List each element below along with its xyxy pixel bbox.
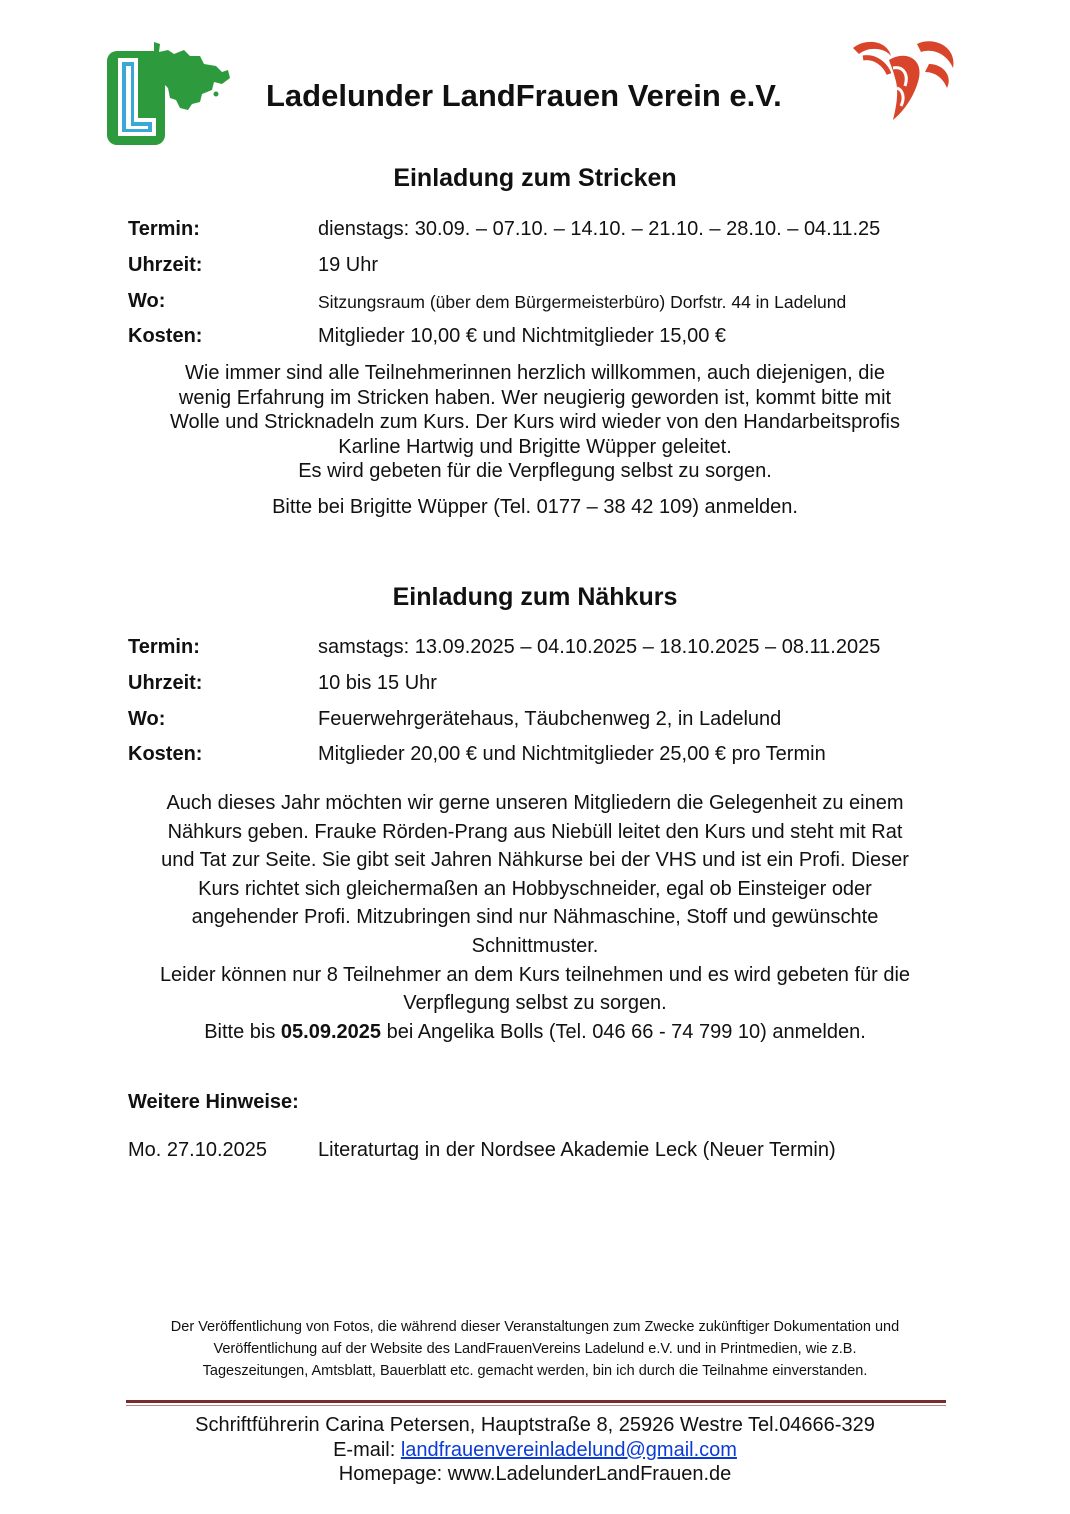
disclaimer-line: Veröffentlichung auf der Website des LandFrauenVereins Ladelund e.V. und in Printmedien, wie z.B. — [213, 1341, 857, 1357]
naehkurs-description — [100, 789, 970, 1018]
naehkurs-termin-label: Termin: — [128, 636, 200, 658]
stricken-description — [100, 361, 970, 484]
naehkurs-description-line: angehender Profi. Mitzubringen sind nur Nähmaschine, Stoff und gewünschte — [191, 906, 879, 929]
stricken-uhrzeit-value: 19 Uhr — [318, 254, 379, 276]
naehkurs-description-line: Verpflegung selbst zu sorgen. — [403, 992, 667, 1015]
footer-email-line — [100, 1438, 970, 1463]
organization-title: Ladelunder LandFrauen Verein e.V. — [266, 78, 782, 113]
naehkurs-termin-value: samstags: 13.09.2025 – 04.10.2025 – 18.10.2025 – 08.11.2025 — [318, 636, 881, 658]
footer-divider-thin — [126, 1405, 946, 1406]
email-link[interactable]: landfrauenvereinladelund@gmail.com — [400, 1438, 737, 1461]
stricken-wo-value: Sitzungsraum (über dem Bürgermeisterbüro) Dorfstr. 44 in Ladelund — [318, 292, 847, 312]
naehkurs-uhrzeit-label: Uhrzeit: — [128, 672, 203, 694]
naehkurs-registration-prefix: Bitte bis — [204, 1021, 281, 1043]
landfrauen-emblem-icon — [845, 38, 961, 124]
ladelund-logo-icon — [104, 38, 236, 148]
naehkurs-registration-deadline: 05.09.2025 — [280, 1021, 382, 1043]
naehkurs-wo-value: Feuerwehrgerätehaus, Täubchenweg 2, in Ladelund — [318, 708, 782, 730]
naehkurs-registration — [100, 1018, 970, 1047]
stricken-termin-value: dienstags: 30.09. – 07.10. – 14.10. – 21.10. – 28.10. – 04.11.25 — [318, 218, 881, 240]
note-text: Literaturtag in der Nordsee Akademie Leck (Neuer Termin) — [318, 1139, 836, 1161]
notes-heading: Weitere Hinweise: — [128, 1091, 299, 1113]
stricken-description-line: Wie immer sind alle Teilnehmerinnen herzlich willkommen, auch diejenigen, die — [185, 362, 885, 384]
naehkurs-description-line: Leider können nur 8 Teilnehmer an dem Kurs teilnehmen und es wird gebeten für die — [159, 963, 911, 986]
naehkurs-uhrzeit-value: 10 bis 15 Uhr — [318, 672, 437, 694]
footer-email-label: E-mail: — [333, 1438, 401, 1461]
stricken-description-line: Wolle und Stricknadeln zum Kurs. Der Kurs wird wieder von den Handarbeitsprofis — [170, 411, 900, 433]
stricken-title: Einladung zum Stricken — [393, 164, 677, 192]
naehkurs-description-line: Schnittmuster. — [471, 934, 599, 957]
footer — [100, 1413, 970, 1487]
disclaimer-line: Tageszeitungen, Amtsblatt, Bauerblatt etc. gemacht werden, bin ich durch die Teilnahme einverstanden. — [202, 1363, 868, 1379]
disclaimer-line: Der Veröffentlichung von Fotos, die während dieser Veranstaltungen zum Zwecke zukünftiger Dokumentation und — [170, 1319, 900, 1335]
naehkurs-registration-suffix: bei Angelika Bolls (Tel. 046 66 - 74 799 10) anmelden. — [381, 1021, 866, 1043]
naehkurs-wo-label: Wo: — [128, 708, 166, 730]
footer-divider — [126, 1400, 946, 1403]
naehkurs-description-line: Nähkurs geben. Frauke Rörden-Prang aus Niebüll leitet den Kurs und steht mit Rat — [167, 820, 903, 843]
photo-disclaimer — [100, 1316, 970, 1382]
naehkurs-title: Einladung zum Nähkurs — [392, 583, 678, 611]
naehkurs-description-line: Auch dieses Jahr möchten wir gerne unseren Mitgliedern die Gelegenheit zu einem — [166, 792, 904, 814]
naehkurs-description-line: und Tat zur Seite. Sie gibt seit Jahren Nähkurse bei der VHS und ist ein Profi. Dieser — [161, 849, 909, 872]
naehkurs-kosten-label: Kosten: — [128, 743, 203, 765]
stricken-registration: Bitte bei Brigitte Wüpper (Tel. 0177 – 38 42 109) anmelden. — [272, 496, 798, 518]
stricken-wo-label: Wo: — [128, 290, 166, 312]
note-date: Mo. 27.10.2025 — [128, 1139, 267, 1161]
stricken-description-line: Karline Hartwig und Brigitte Wüpper geleitet. — [338, 435, 732, 458]
stricken-uhrzeit-label: Uhrzeit: — [128, 254, 203, 276]
stricken-kosten-value: Mitglieder 10,00 € und Nichtmitglieder 15,00 € — [318, 325, 727, 347]
stricken-description-line: wenig Erfahrung im Stricken haben. Wer neugierig geworden ist, kommt bitte mit — [178, 386, 892, 409]
stricken-description-line: Es wird gebeten für die Verpflegung selbst zu sorgen. — [298, 460, 772, 482]
footer-homepage: Homepage: www.LadelunderLandFrauen.de — [338, 1463, 732, 1485]
stricken-termin-label: Termin: — [128, 218, 200, 240]
naehkurs-description-line: Kurs richtet sich gleichermaßen an Hobbyschneider, egal ob Einsteiger oder — [198, 877, 872, 900]
footer-address: Schriftführerin Carina Petersen, Hauptstraße 8, 25926 Westre Tel.04666-329 — [195, 1414, 875, 1436]
naehkurs-kosten-value: Mitglieder 20,00 € und Nichtmitglieder 25,00 € pro Termin — [318, 743, 826, 765]
stricken-kosten-label: Kosten: — [128, 325, 203, 347]
